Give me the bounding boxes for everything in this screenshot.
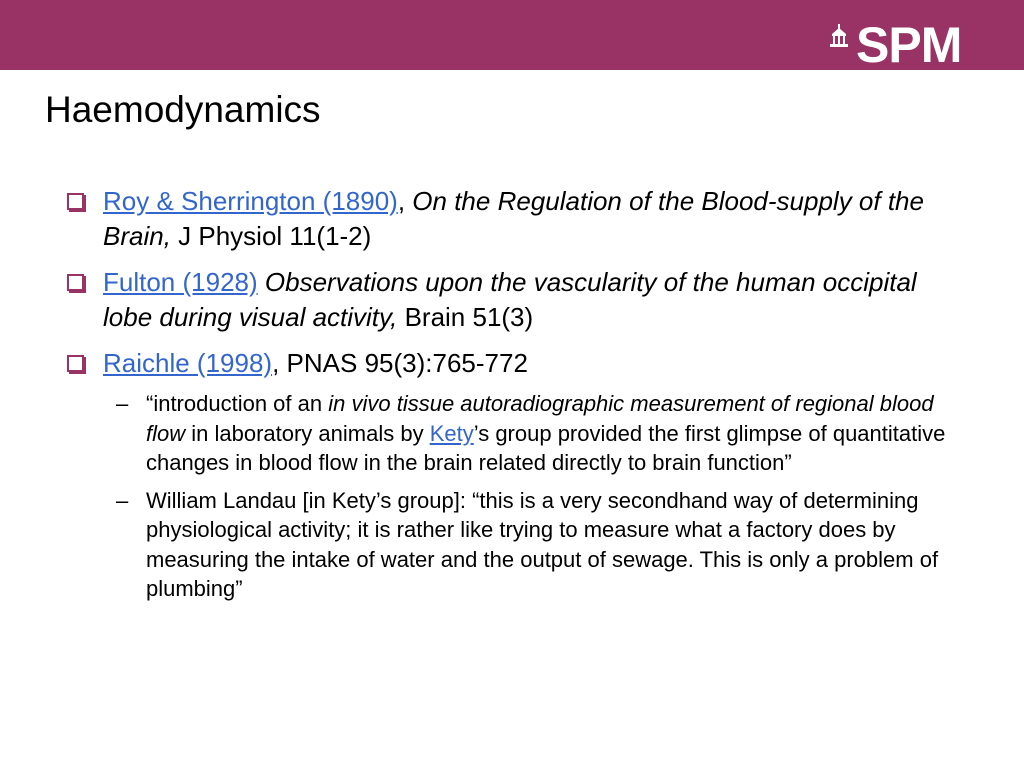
reference-link[interactable]: Roy & Sherrington (1890) — [103, 186, 398, 216]
journal-ref: Brain 51(3) — [404, 302, 534, 332]
kety-link[interactable]: Kety — [429, 420, 474, 446]
quote-text: ’s group provided the first glimpse of quantitative changes in blood flow in the brain related directly to brain function” — [146, 420, 946, 475]
bullet-item — [60, 346, 970, 381]
paper-title: On the Regulation of the Blood-supply of the Brain, — [103, 186, 924, 251]
quote-italic: in vivo tissue autoradiographic measurement of regional blood flow — [146, 391, 934, 446]
logo-text: SPM — [856, 17, 962, 73]
quote-text: William Landau [in Kety’s group]: “this is a very secondhand way of determining physiological activity; it is rather like trying to measure what a factory does by measuring the intake of water and the output of sewage. This is only a problem of plumbing” — [146, 487, 939, 601]
bullet-item — [60, 184, 970, 254]
slide-title: Haemodynamics — [45, 89, 321, 130]
reference-link[interactable]: Raichle (1998) — [103, 348, 273, 378]
journal-ref: , PNAS 95(3):765-772 — [272, 348, 528, 378]
separator: , — [397, 186, 406, 216]
paper-title: Observations upon the vascularity of the human occipital lobe during visual activity, — [103, 267, 917, 332]
quote-text: in laboratory animals by — [185, 420, 430, 446]
square-bullet-icon — [67, 193, 84, 210]
slide-content — [60, 184, 970, 612]
header-band — [0, 0, 1024, 73]
bullet-item — [60, 265, 970, 335]
spm-logo — [828, 17, 962, 73]
building-icon — [828, 24, 850, 50]
sub-item — [60, 389, 970, 478]
sub-list — [60, 389, 970, 604]
quote-text: “introduction of an — [146, 391, 329, 416]
dash-bullet: – — [116, 487, 129, 513]
reference-link[interactable]: Fulton (1928) — [103, 267, 258, 297]
journal-ref: J Physiol 11(1-2) — [178, 221, 372, 251]
dash-bullet: – — [116, 391, 129, 416]
square-bullet-icon — [67, 355, 84, 372]
square-bullet-icon — [67, 274, 84, 291]
sub-item — [60, 486, 970, 604]
